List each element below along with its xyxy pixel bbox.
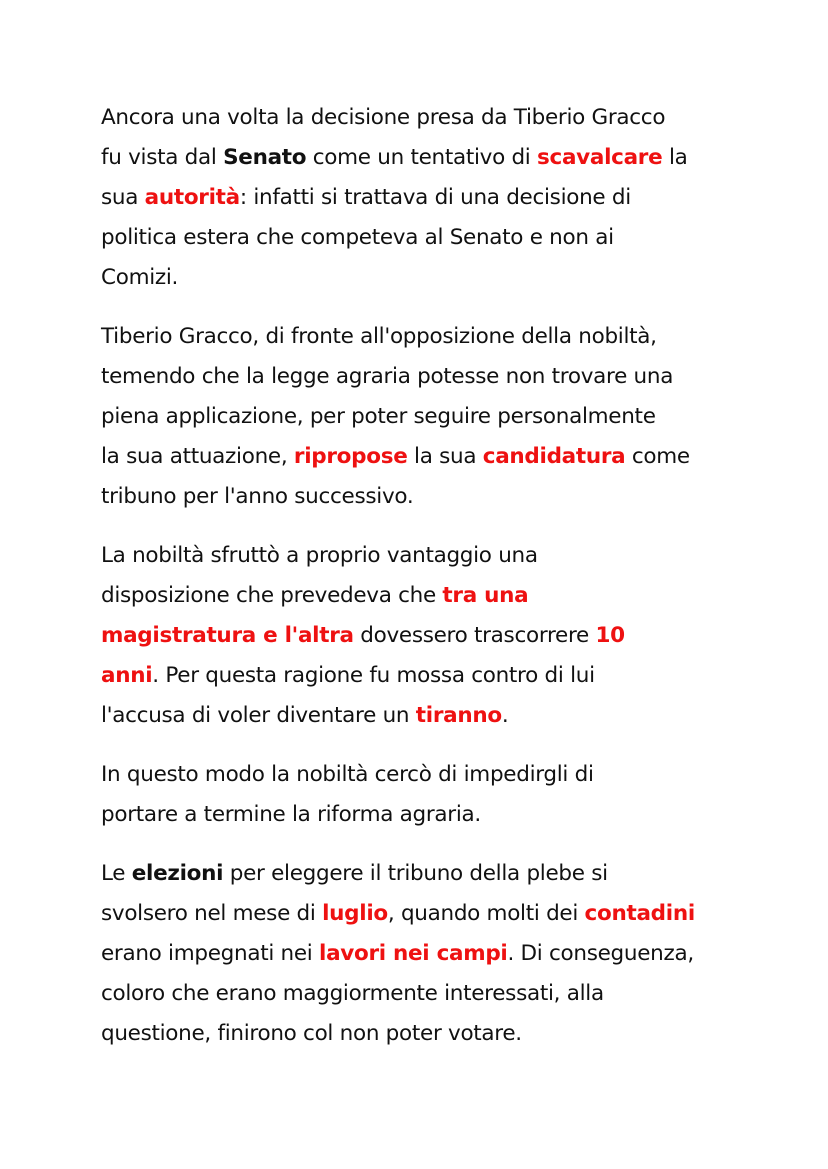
text-segment: come un tentativo di <box>306 145 538 170</box>
text-segment: la sua <box>407 444 483 469</box>
highlighted-term: autorità <box>144 185 240 210</box>
text-line <box>101 795 741 835</box>
highlighted-term: magistratura e l'altra <box>101 623 354 648</box>
text-line <box>101 656 741 696</box>
text-line <box>101 258 741 298</box>
highlighted-term: lavori nei campi <box>319 941 508 966</box>
text-line <box>101 218 741 258</box>
text-segment: la sua attuazione, <box>101 444 294 469</box>
text-segment: fu vista dal <box>101 145 224 170</box>
bold-term: Senato <box>223 145 307 170</box>
text-line <box>101 755 741 795</box>
paragraph-4 <box>101 755 741 835</box>
text-segment: per eleggere il tribuno della plebe si <box>223 861 608 886</box>
highlighted-term: luglio <box>322 901 388 926</box>
text-line <box>101 854 741 894</box>
text-line <box>101 357 741 397</box>
highlighted-term: scavalcare <box>537 145 663 170</box>
highlighted-term: 10 <box>595 623 625 648</box>
text-segment: svolsero nel mese di <box>101 901 323 926</box>
text-line <box>101 934 741 974</box>
paragraph-2 <box>101 317 741 517</box>
highlighted-term: candidatura <box>482 444 626 469</box>
text-segment: portare a termine la riforma agraria. <box>101 802 481 827</box>
text-segment: tribuno per l'anno successivo. <box>101 484 414 509</box>
text-line <box>101 894 741 934</box>
highlighted-term: tra una <box>442 583 529 608</box>
text-line <box>101 98 741 138</box>
text-segment: erano impegnati nei <box>101 941 319 966</box>
text-segment: La nobiltà sfruttò a proprio vantaggio una <box>101 543 538 568</box>
paragraph-5 <box>101 854 741 1054</box>
highlighted-term: ripropose <box>293 444 408 469</box>
text-line <box>101 616 741 656</box>
text-segment: temendo che la legge agraria potesse non trovare una <box>101 364 674 389</box>
highlighted-term: tiranno <box>415 703 502 728</box>
bold-term: elezioni <box>131 861 224 886</box>
text-segment: Comizi. <box>101 265 179 290</box>
paragraph-1 <box>101 98 741 298</box>
text-segment: In questo modo la nobiltà cercò di impedirgli di <box>101 762 594 787</box>
text-segment: come <box>625 444 690 469</box>
text-line <box>101 178 741 218</box>
text-segment: Ancora una volta la decisione presa da Tiberio Gracco <box>101 105 666 130</box>
text-line <box>101 397 741 437</box>
text-segment: Tiberio Gracco, di fronte all'opposizione della nobiltà, <box>101 324 657 349</box>
text-line <box>101 317 741 357</box>
text-segment: dovessero trascorrere <box>353 623 596 648</box>
text-segment: disposizione che prevedeva che <box>101 583 443 608</box>
highlighted-term: contadini <box>584 901 695 926</box>
text-segment: politica estera che competeva al Senato e non ai <box>101 225 614 250</box>
highlighted-term: anni <box>101 663 153 688</box>
text-segment: Le <box>101 861 132 886</box>
document-page <box>101 98 741 1073</box>
text-segment: : infatti si trattava di una decisione di <box>239 185 631 210</box>
text-line <box>101 138 741 178</box>
text-line <box>101 974 741 1014</box>
text-segment: . Di conseguenza, <box>507 941 694 966</box>
text-line <box>101 437 741 477</box>
text-line <box>101 477 741 517</box>
text-line <box>101 696 741 736</box>
text-segment: la <box>662 145 688 170</box>
text-segment: . Per questa ragione fu mossa contro di lui <box>152 663 595 688</box>
text-segment: sua <box>101 185 145 210</box>
text-segment: l'accusa di voler diventare un <box>101 703 416 728</box>
paragraph-3 <box>101 536 741 736</box>
text-line <box>101 576 741 616</box>
text-segment: questione, finirono col non poter votare. <box>101 1021 522 1046</box>
text-segment: , quando molti dei <box>387 901 585 926</box>
text-segment: piena applicazione, per poter seguire personalmente <box>101 404 656 429</box>
text-segment: coloro che erano maggiormente interessati, alla <box>101 981 604 1006</box>
text-line <box>101 1014 741 1054</box>
text-segment: . <box>501 703 509 728</box>
text-line <box>101 536 741 576</box>
